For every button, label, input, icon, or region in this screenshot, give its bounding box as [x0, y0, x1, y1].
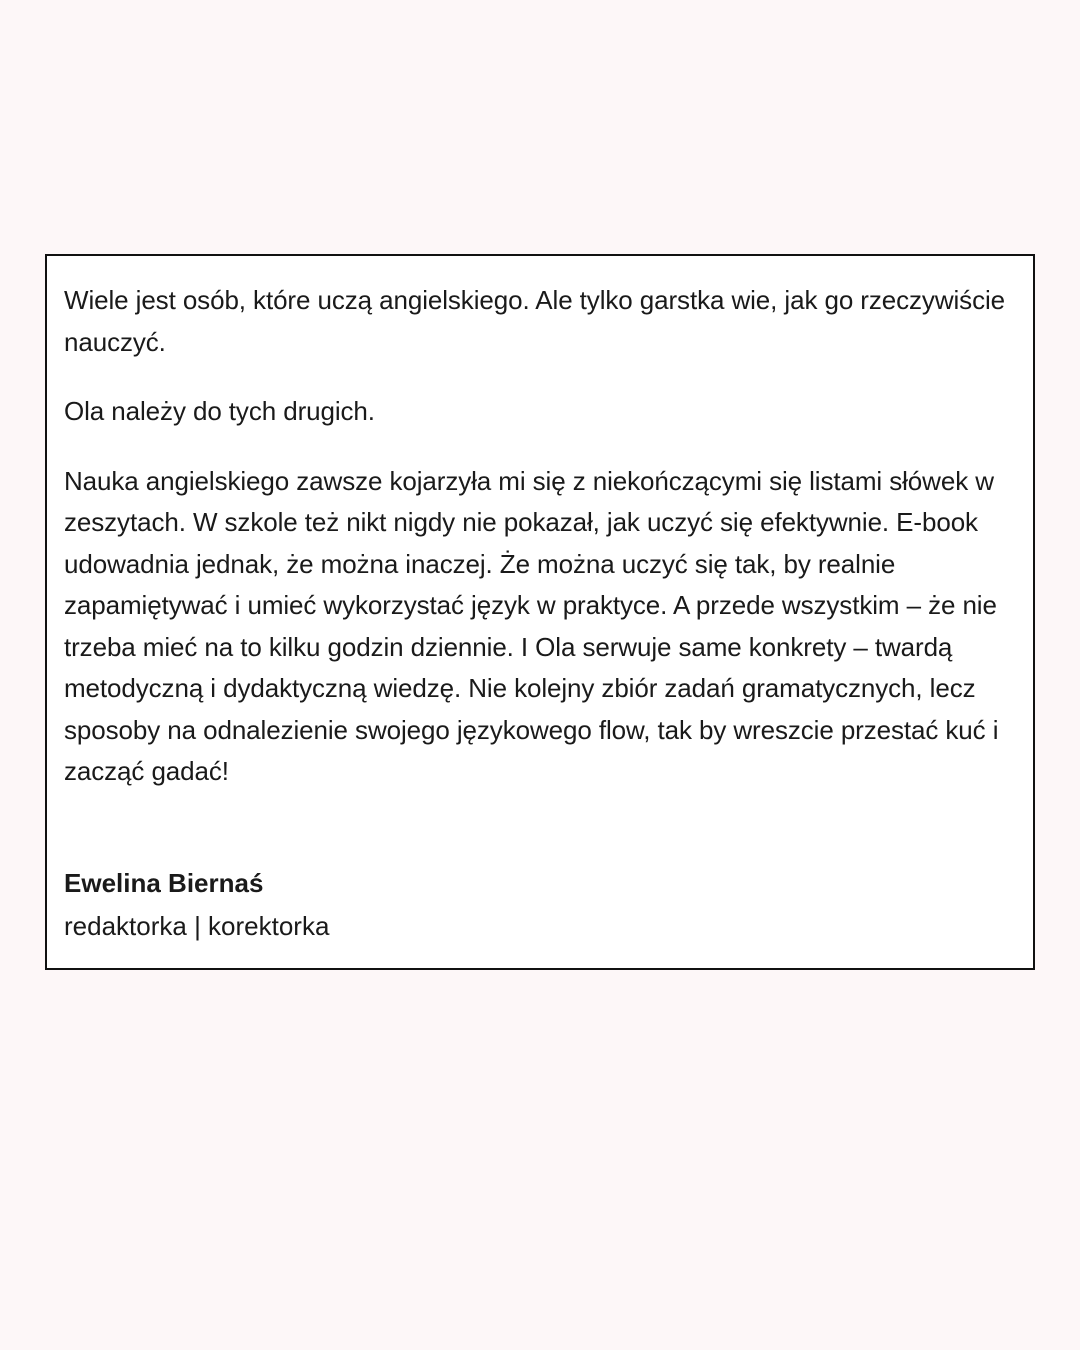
author-name: Ewelina Biernaś — [64, 867, 264, 898]
author-role: redaktorka | korektorka — [64, 910, 330, 941]
testimonial-paragraph-main: Nauka angielskiego zawsze kojarzyła mi się z niekończącymi się listami słówek w zeszytach. W szkole też nikt nigdy nie pokazał, jak uczyć się efektywnie. E-book udowadnia jednak, że można inaczej. Że można uczyć się tak, by realnie zapamiętywać i umieć wykorzystać język w praktyce. A przede wszystkim – że nie trzeba mieć na to kilku godzin dziennie. I Ola serwuje same konkrety – twardą metodyczną i dydaktyczną wiedzę. Nie kolejny zbiór zadań gramatycznych, lecz sposoby na odnalezienie swojego językowego flow, tak by wreszcie przestać kuć i zacząć gadać! — [64, 465, 999, 786]
author-block — [64, 863, 1017, 949]
testimonial-paragraph-intro: Wiele jest osób, które uczą angielskiego. Ale tylko garstka wie, jak go rzeczywiście nauczyć. — [64, 285, 1006, 357]
testimonial-card — [45, 254, 1035, 970]
testimonial-paragraph-short: Ola należy do tych drugich. — [64, 396, 375, 426]
